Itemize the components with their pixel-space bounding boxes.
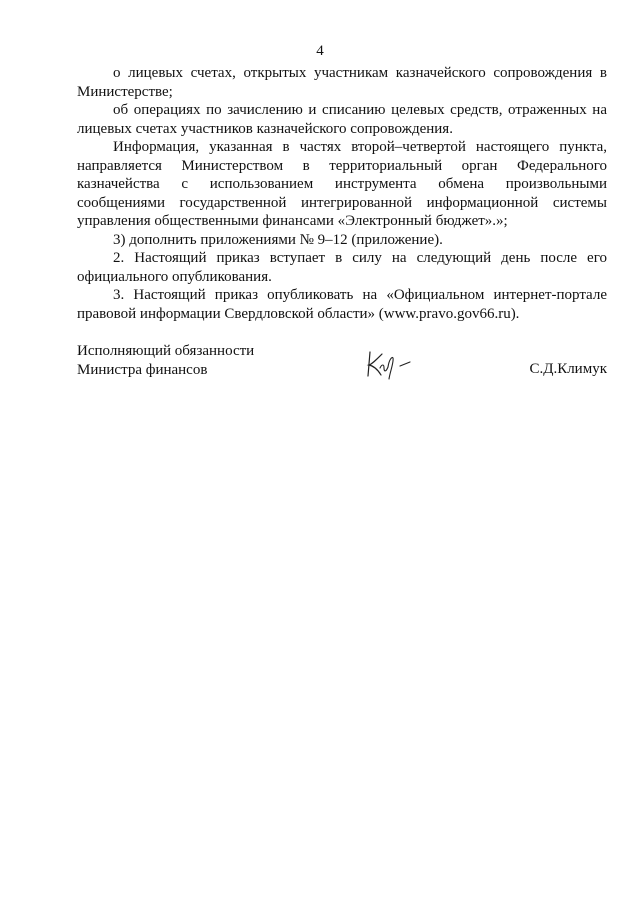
- paragraph-publication: 3. Настоящий приказ опубликовать на «Официальном интернет-портале правовой информации Свердловской области» (www.pravo.gov66.ru).: [77, 287, 607, 322]
- signature-block: [77, 342, 607, 382]
- paragraph-effective-date: 2. Настоящий приказ вступает в силу на следующий день после его официального опубликования.: [77, 250, 607, 285]
- page-number: 4: [316, 43, 324, 59]
- paragraph-information: Информация, указанная в частях второй–четвертой настоящего пункта, направляется Министерством в территориальный орган Федерального казначейства с использованием инструмента обмена произвольными сообщениями государственной интегрированной информационной системы управления общественными финансами «Электронный бюджет».»;: [77, 139, 607, 229]
- paragraph-operations: об операциях по зачислению и списанию целевых средств, отраженных на лицевых счетах участников казначейского сопровождения.: [77, 102, 607, 137]
- signatory-name: С.Д.Климук: [529, 361, 607, 377]
- signatory-title: [77, 342, 254, 379]
- signatory-title-line1: Исполняющий обязанности: [77, 343, 255, 359]
- document-body: [77, 64, 607, 323]
- handwritten-signature: [362, 346, 422, 382]
- signatory-title-line2: Министра финансов: [77, 361, 208, 378]
- paragraph-personal-accounts: о лицевых счетах, открытых участникам казначейского сопровождения в Министерстве;: [77, 65, 607, 100]
- paragraph-appendices: 3) дополнить приложениями № 9–12 (приложение).: [113, 231, 443, 248]
